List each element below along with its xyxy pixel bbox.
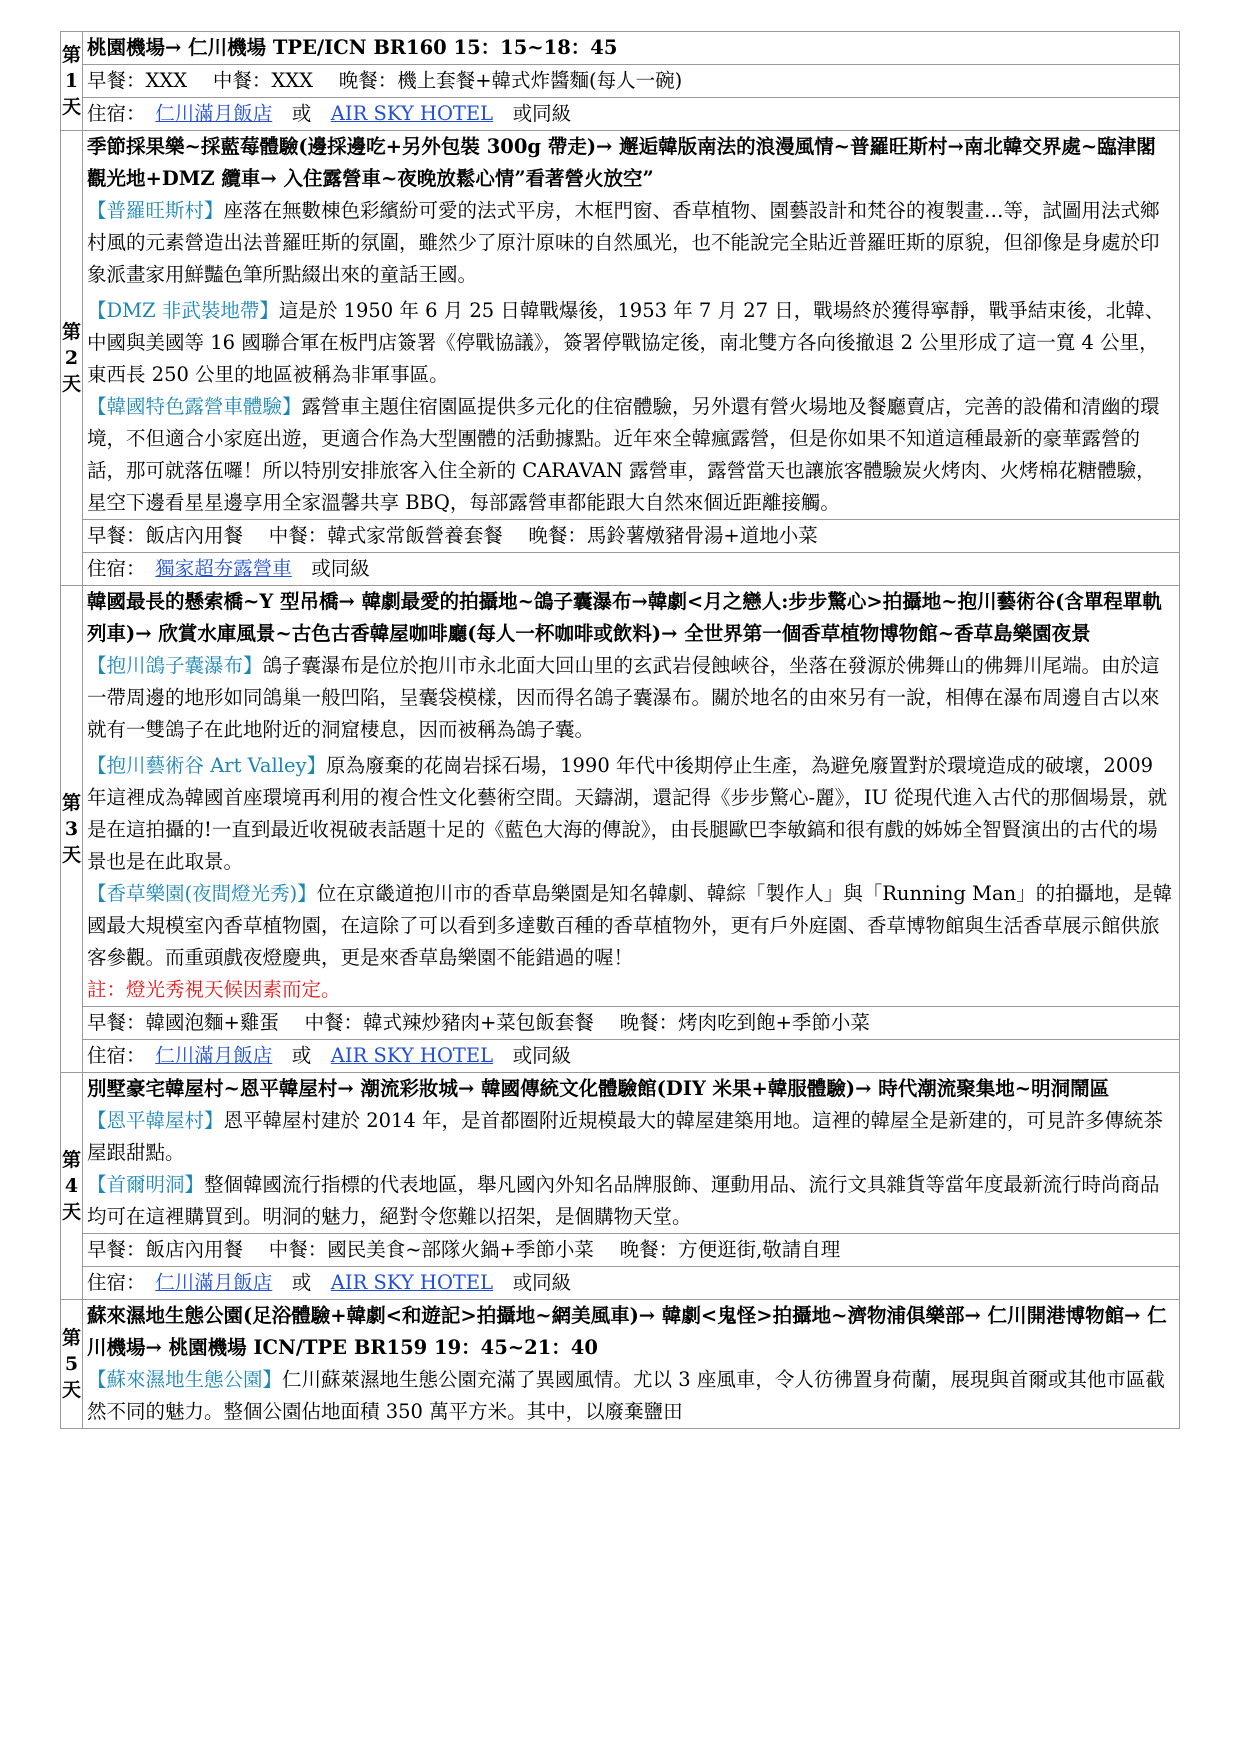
day3-route: 韓國最長的懸索橋~Y 型吊橋→ 韓劇最愛的拍攝地~鴿子囊瀑布→韓劇<月之戀人:步步驚心>拍攝地~抱川藝術谷(含單程單軌列車)→ 欣賞水庫風景~古色古香韓屋咖啡廳(每人一杯咖啡或飲料)→ 全世界第一個香草植物博物館~香草島樂園夜景 (87, 590, 1162, 645)
day-number: 3 (64, 818, 79, 840)
day2-meals-row (61, 520, 1180, 553)
itinerary-table (60, 31, 1180, 1429)
day-char: 第 (61, 1149, 81, 1171)
day1-stay-row (61, 98, 1180, 131)
attraction-title: 【首爾明洞】 (87, 1173, 205, 1196)
day1-stay (87, 98, 1175, 130)
day2-content-row (61, 131, 1180, 520)
attraction-paragraph (87, 1169, 1175, 1233)
stay-or: 或 (272, 1271, 331, 1294)
day-char: 第 (61, 44, 81, 66)
day5-label (61, 1300, 83, 1429)
attraction-title: 【蘇來濕地生態公園】 (87, 1368, 283, 1391)
day3-stay-row (61, 1040, 1180, 1073)
stay-suffix: 或同級 (493, 1044, 572, 1067)
attraction-paragraph (87, 295, 1175, 391)
stay-prefix: 住宿： (87, 1271, 156, 1294)
day-char: 第 (61, 792, 81, 814)
attraction-paragraph (87, 650, 1175, 746)
hotel-link-caravan[interactable]: 獨家超夯露營車 (155, 557, 292, 580)
stay-suffix: 或同級 (291, 557, 370, 580)
day-number: 2 (64, 347, 79, 369)
attraction-text: 整個韓國流行指標的代表地區，舉凡國內外知名品牌服飾、運動用品、流行文具雜貨等當年度最新流行時尚商品均可在這裡購買到。明洞的魅力，絕對令您難以招架，是個購物天堂。 (87, 1173, 1160, 1228)
day5-route: 蘇來濕地生態公園(足浴體驗+韓劇<和遊記>拍攝地~網美風車)→ 韓劇<鬼怪>拍攝地~濟物浦俱樂部→ 仁川開港博物館→ 仁川機場→ 桃園機場 ICN/TPE BR159 19：45~21：40 (87, 1304, 1167, 1359)
day2-stay-row (61, 553, 1180, 586)
day4-stay-row (61, 1267, 1180, 1300)
day1-label (61, 32, 83, 131)
attraction-paragraph (87, 1364, 1175, 1428)
day4-route: 別墅豪宅韓屋村~恩平韓屋村→ 潮流彩妝城→ 韓國傳統文化體驗館(DIY 米果+韓服體驗)→ 時代潮流聚集地~明洞鬧區 (87, 1077, 1110, 1100)
day4-stay (87, 1267, 1175, 1299)
stay-prefix: 住宿： (87, 1044, 156, 1067)
day-number: 4 (64, 1175, 79, 1197)
attraction-paragraph (87, 195, 1175, 291)
attraction-text: 鴿子囊瀑布是位於抱川市永北面大回山里的玄武岩侵蝕峽谷，坐落在發源於佛舞山的佛舞川尾端。由於這一帶周邊的地形如同鴿巢一般凹陷，呈囊袋模樣，因而得名鴿子囊瀑布。關於地名的由來另有一說，相傳在瀑布周邊自古以來就有一雙鴿子在此地附近的洞窟棲息，因而被稱為鴿子囊。 (87, 654, 1160, 741)
stay-prefix: 住宿： (87, 102, 156, 125)
day3-meals: 早餐：韓國泡麵+雞蛋 中餐：韓式辣炒豬肉+菜包飯套餐 晚餐：烤肉吃到飽+季節小菜 (87, 1011, 870, 1034)
attraction-paragraph (87, 878, 1175, 974)
day1-route-row (61, 32, 1180, 65)
day3-label (61, 586, 83, 1073)
hotel-link-mangwol[interactable]: 仁川滿月飯店 (155, 1271, 273, 1294)
hotel-link-airsky[interactable]: AIR SKY HOTEL (330, 1271, 494, 1294)
hotel-link-mangwol[interactable]: 仁川滿月飯店 (155, 102, 273, 125)
day4-content-row (61, 1073, 1180, 1234)
attraction-text: 座落在無數棟色彩繽紛可愛的法式平房，木框門窗、香草植物、園藝設計和梵谷的複製畫…等，試圖用法式鄉村風的元素營造出法普羅旺斯的氛圍，雖然少了原汁原味的自然風光，也不能說完全貼近普羅旺斯的原貌，但卻像是身處於印象派畫家用鮮豔色筆所點綴出來的童話王國。 (87, 199, 1160, 286)
hotel-link-airsky[interactable]: AIR SKY HOTEL (330, 1044, 494, 1067)
day2-stay (87, 553, 1175, 585)
day5-content-row (61, 1300, 1180, 1429)
attraction-title: 【抱川鴿子囊瀑布】 (87, 654, 263, 677)
day4-label (61, 1073, 83, 1300)
day-suffix: 天 (61, 844, 81, 866)
stay-or: 或 (272, 1044, 331, 1067)
attraction-title: 【香草樂園(夜間燈光秀)】 (87, 882, 317, 905)
attraction-text: 仁川蘇萊濕地生態公園充滿了異國風情。尤以 3 座風車，令人彷彿置身荷蘭，展現與首爾或其他市區截然不同的魅力。整個公園佔地面積 350 萬平方米。其中，以廢棄鹽田 (87, 1368, 1165, 1423)
day1-meals: 早餐：XXX 中餐：XXX 晚餐：機上套餐+韓式炸醬麵(每人一碗) (87, 69, 683, 92)
day-suffix: 天 (61, 1201, 81, 1223)
attraction-paragraph (87, 391, 1175, 519)
day-char: 第 (61, 1327, 81, 1349)
attraction-title: 【DMZ 非武裝地帶】 (87, 299, 279, 322)
stay-suffix: 或同級 (493, 1271, 572, 1294)
day3-meals-row (61, 1007, 1180, 1040)
stay-suffix: 或同級 (493, 102, 572, 125)
day2-meals: 早餐：飯店內用餐 中餐：韓式家常飯營養套餐 晚餐：馬鈴薯燉豬骨湯+道地小菜 (87, 524, 818, 547)
day4-meals: 早餐：飯店內用餐 中餐：國民美食~部隊火鍋+季節小菜 晚餐：方便逛街,敬請自理 (87, 1238, 841, 1261)
weather-note: 註：燈光秀視天候因素而定。 (87, 978, 341, 1001)
day2-label (61, 131, 83, 586)
day1-meals-row (61, 65, 1180, 98)
stay-prefix: 住宿： (87, 557, 156, 580)
day3-stay (87, 1040, 1175, 1072)
day-number: 5 (64, 1353, 79, 1375)
hotel-link-mangwol[interactable]: 仁川滿月飯店 (155, 1044, 273, 1067)
attraction-title: 【韓國特色露營車體驗】 (87, 395, 302, 418)
day3-content-row (61, 586, 1180, 1007)
attraction-title: 【普羅旺斯村】 (87, 199, 224, 222)
attraction-title: 【抱川藝術谷 Art Valley】 (87, 754, 327, 777)
attraction-paragraph (87, 1105, 1175, 1169)
attraction-text: 位在京畿道抱川市的香草島樂園是知名韓劇、韓綜「製作人」與「Running Man」的拍攝地，是韓國最大規模室內香草植物園，在這除了可以看到多達數百種的香草植物外，更有戶外庭園、香草博物館與生活香草展示館供旅客參觀。而重頭戲夜燈慶典，更是來香草島樂園不能錯過的喔！ (87, 882, 1173, 969)
day-suffix: 天 (61, 96, 81, 118)
day-suffix: 天 (61, 1379, 81, 1401)
day4-meals-row (61, 1234, 1180, 1267)
attraction-text: 原為廢棄的花崗岩採石場，1990 年代中後期停止生產，為避免廢置對於環境造成的破壞，2009 年這裡成為韓國首座環境再利用的複合性文化藝術空間。天鑄湖，還記得《步步驚心-麗》，IU 從現代進入古代的那個場景，就是在這拍攝的!一直到最近收視破表話題十足的《藍色大海的傳說》，由長腿歐巴李敏鎬和很有戲的姊姊全智賢演出的古代的場景也是在此取景。 (87, 754, 1168, 873)
day2-route: 季節採果樂~採藍莓體驗(邊採邊吃+另外包裝 300g 帶走)→ 邂逅韓版南法的浪漫風情~普羅旺斯村→南北韓交界處~臨津閣觀光地+DMZ 纜車→ 入住露營車~夜晚放鬆心情”看著營火放空” (87, 135, 1156, 190)
stay-or: 或 (272, 102, 331, 125)
hotel-link-airsky[interactable]: AIR SKY HOTEL (330, 102, 494, 125)
attraction-text: 露營車主題住宿園區提供多元化的住宿體驗，另外還有營火場地及餐廳賣店，完善的設備和清幽的環境，不但適合小家庭出遊，更適合作為大型團體的活動據點。近年來全韓瘋露營，但是你如果不知道這種最新的豪華露營的話，那可就落伍囉！所以特別安排旅客入住全新的 CARAVAN 露營車，露營當天也讓旅客體驗炭火烤肉、火烤棉花糖體驗，星空下邊看星星邊享用全家溫馨共享 BBQ，每部露營車都能跟大自然來個近距離接觸。 (87, 395, 1160, 514)
day-number: 1 (64, 70, 79, 92)
attraction-paragraph (87, 750, 1175, 878)
day-char: 第 (61, 321, 81, 343)
attraction-title: 【恩平韓屋村】 (87, 1109, 224, 1132)
attraction-text: 恩平韓屋村建於 2014 年，是首都圈附近規模最大的韓屋建築用地。這裡的韓屋全是新建的，可見許多傳統茶屋跟甜點。 (87, 1109, 1164, 1164)
day-suffix: 天 (61, 373, 81, 395)
day1-route: 桃園機場→ 仁川機場 TPE/ICN BR160 15：15~18：45 (87, 36, 618, 59)
attraction-text: 這是於 1950 年 6 月 25 日韓戰爆後，1953 年 7 月 27 日，戰場終於獲得寧靜，戰爭結束後，北韓、中國與美國等 16 國聯合軍在板門店簽署《停戰協議》，簽署停戰協定後，南北雙方各向後撤退 2 公里形成了這一寬 4 公里，東西長 250 公里的地區被稱為非軍事區。 (87, 299, 1165, 386)
